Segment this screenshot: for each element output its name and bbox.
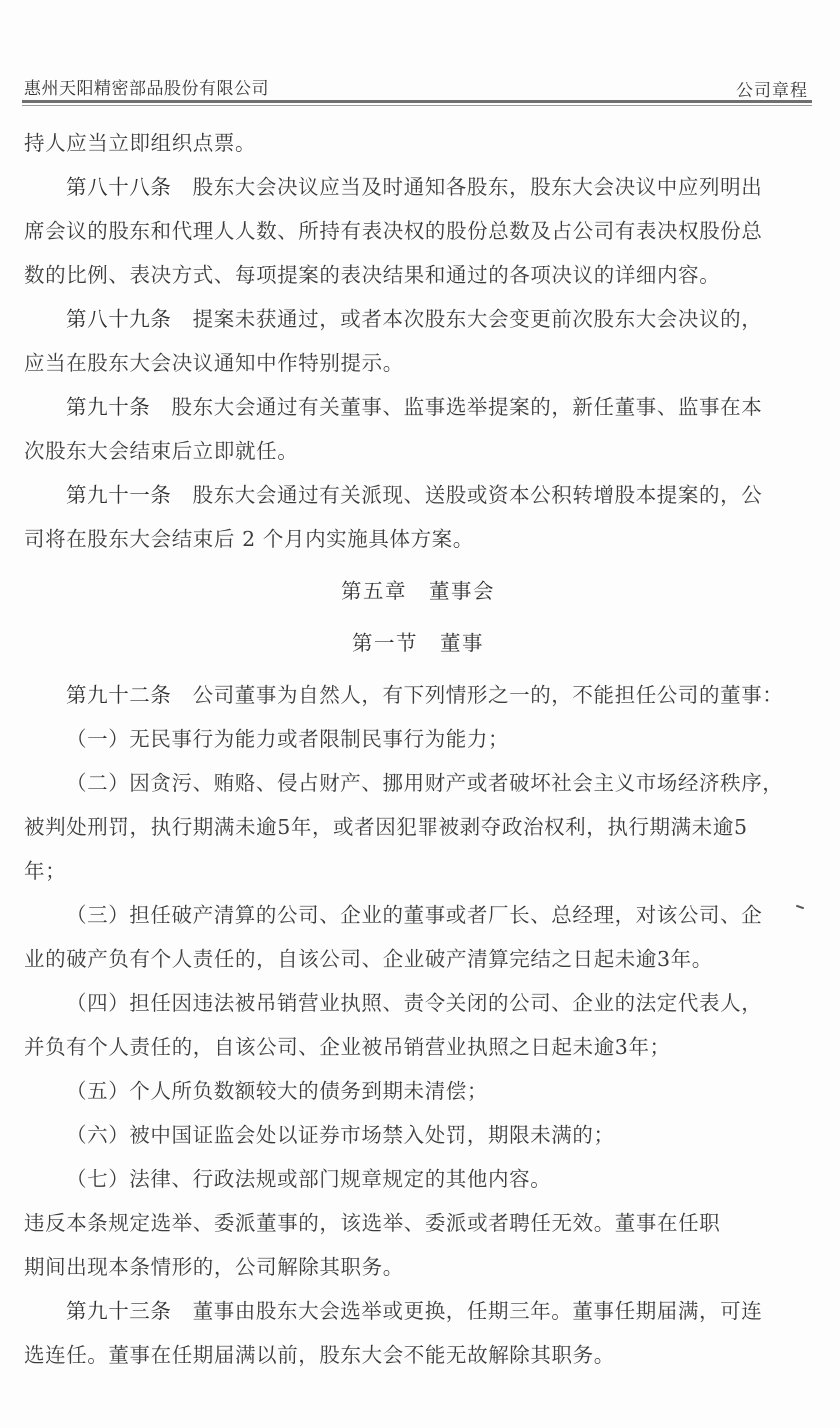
article-text: 提案未获通过，或者本次股东大会变更前次股东大会决议的，: [192, 307, 763, 331]
list-item: （六）被中国证监会处以证券市场禁入处罚，期限未满的；: [66, 1123, 615, 1147]
text-line: 选连任。董事在任期届满以前，股东大会不能无故解除其职务。: [24, 1343, 615, 1367]
article-number: 第九十三条: [66, 1299, 172, 1323]
list-item: （四）担任因违法被吊销营业执照、责令关闭的公司、企业的法定代表人，: [66, 991, 763, 1015]
article-92-line: [24, 680, 812, 710]
text-line: 席会议的股东和代理人人数、所持有表决权的股份总数及占公司有表决权股份总: [24, 219, 763, 243]
text-line: 被判处刑罚，执行期满未逾5年，或者因犯罪被剥夺政治权利，执行期满未逾5: [24, 815, 748, 839]
article-number: 第九十条: [66, 395, 151, 419]
chapter-heading: 第五章 董事会: [341, 579, 495, 603]
article-number: 第九十一条: [66, 483, 172, 507]
article-93-line: [24, 1296, 812, 1326]
page-header: [22, 70, 812, 100]
article-text: 公司董事为自然人，有下列情形之一的，不能担任公司的董事：: [192, 683, 784, 707]
text-line: 期间出现本条情形的，公司解除其职务。: [24, 1255, 404, 1279]
article-88-line: [24, 172, 812, 202]
article-text: 股东大会决议应当及时通知各股东，股东大会决议中应列明出: [192, 175, 763, 199]
document-body: [24, 128, 812, 1370]
article-text: 股东大会通过有关派现、送股或资本公积转增股本提案的，公: [192, 483, 763, 507]
text-line: 数的比例、表决方式、每项提案的表决结果和通过的各项决议的详细内容。: [24, 263, 721, 287]
text-line: 并负有个人责任的，自该公司、企业被吊销营业执照之日起未逾3年；: [24, 1035, 671, 1059]
list-item: （五）个人所负数额较大的债务到期未清偿；: [66, 1079, 488, 1103]
article-91-line: [24, 480, 812, 510]
text-line: 年；: [24, 859, 67, 883]
article-text: 股东大会通过有关董事、监事选举提案的，新任董事、监事在本: [171, 395, 763, 419]
list-item: （二）因贪污、贿赂、侵占财产、挪用财产或者破坏社会主义市场经济秩序，: [66, 771, 784, 795]
article-number: 第八十九条: [66, 307, 172, 331]
text-line: 违反本条规定选举、委派董事的，该选举、委派或者聘任无效。董事在任职: [24, 1211, 721, 1235]
text-line: 次股东大会结束后立即就任。: [24, 439, 299, 463]
document-title: 公司章程: [736, 81, 808, 101]
article-number: 第八十八条: [66, 175, 172, 199]
article-89-line: [24, 304, 812, 334]
list-item: （一）无民事行为能力或者限制民事行为能力；: [66, 727, 510, 751]
list-item: （七）法律、行政法规或部门规章规定的其他内容。: [66, 1167, 552, 1191]
text-line: 应当在股东大会决议通知中作特别提示。: [24, 351, 404, 375]
article-number: 第九十二条: [66, 683, 172, 707]
header-rule: [22, 100, 812, 103]
section-heading: 第一节 董事: [352, 631, 484, 655]
article-text: 董事由股东大会选举或更换，任期三年。董事任期届满，可连: [192, 1299, 763, 1323]
text-line: 业的破产负有个人责任的，自该公司、企业破产清算完结之日起未逾3年。: [24, 947, 713, 971]
header-rule-thin: [22, 105, 812, 106]
article-90-line: [24, 392, 812, 422]
text-line: 持人应当立即组织点票。: [24, 131, 257, 155]
company-name: 惠州天阳精密部品股份有限公司: [24, 79, 269, 99]
text-line: 司将在股东大会结束后 2 个月内实施具体方案。: [24, 527, 474, 551]
list-item: （三）担任破产清算的公司、企业的董事或者厂长、总经理，对该公司、企: [66, 903, 763, 927]
